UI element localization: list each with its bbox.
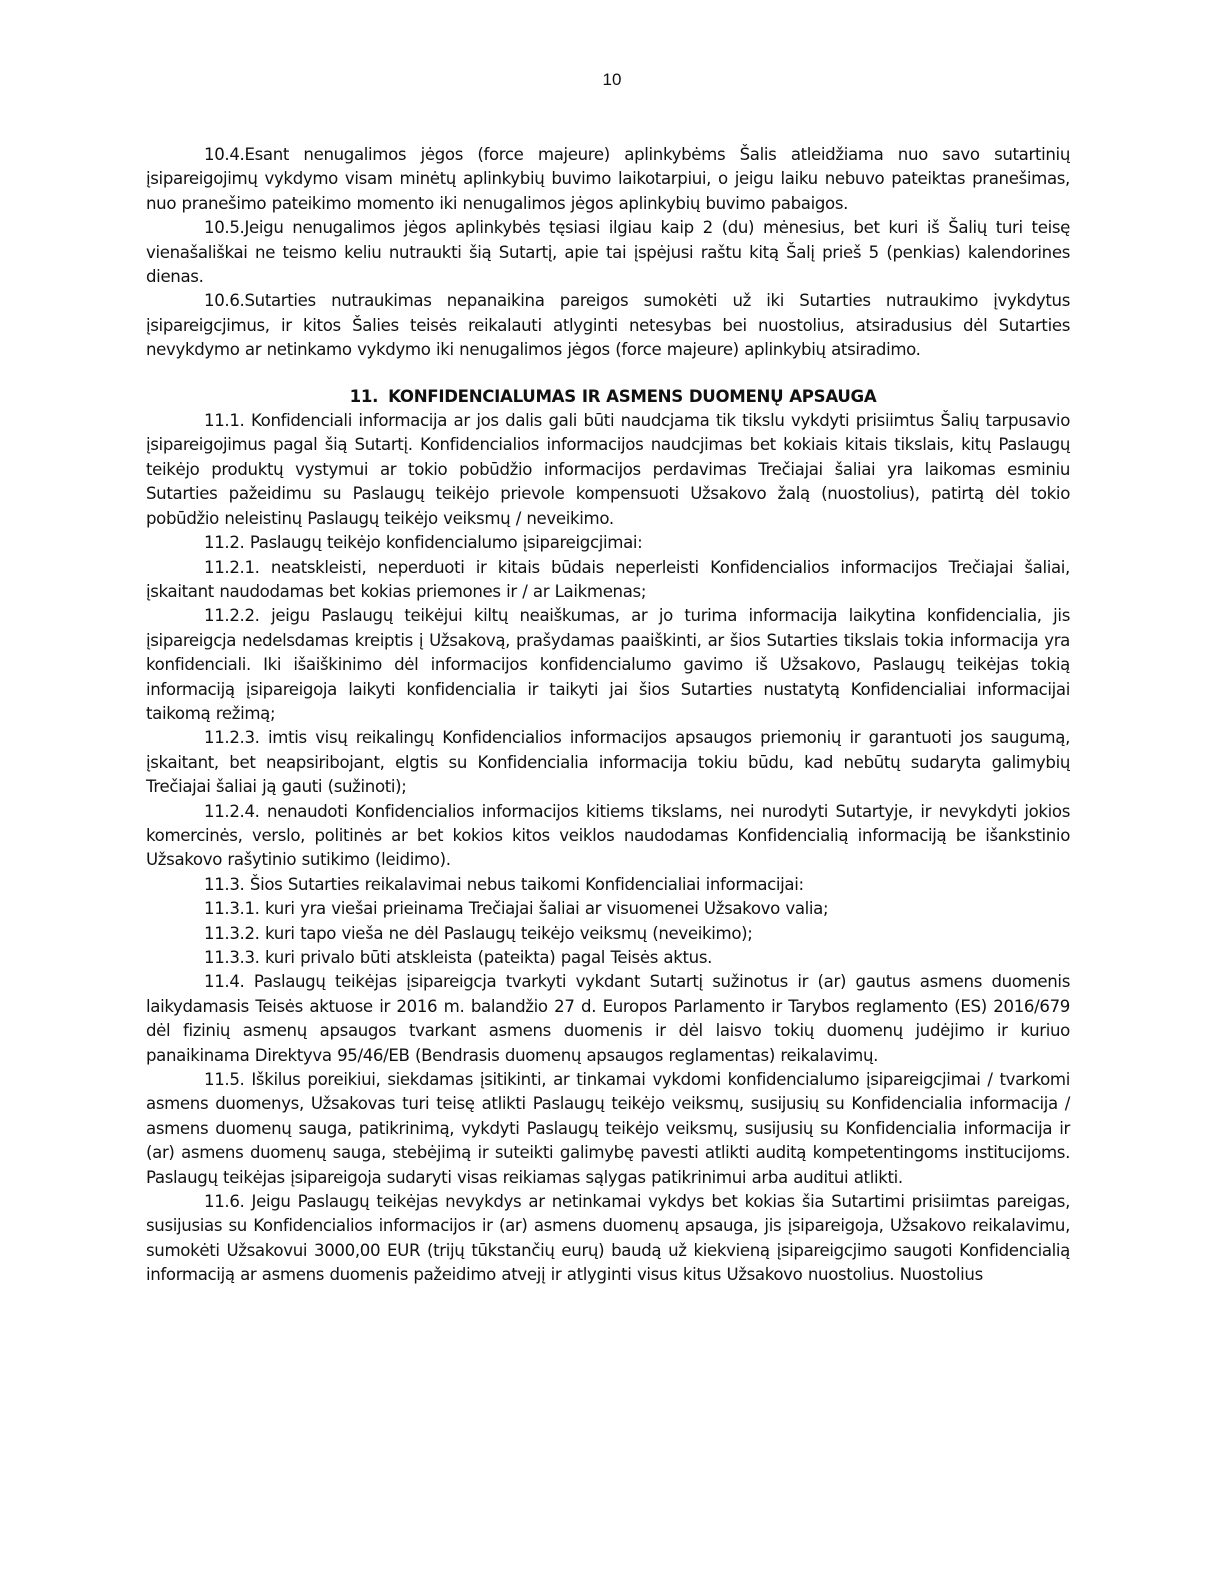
document-body	[146, 143, 1070, 1288]
clause-11-2-2: 11.2.2. jeigu Paslaugų teikėjui kiltų neaiškumas, ar jo turima informacija laikytina konfidencialia, jis įsipareigcja nedelsdamas kreiptis į Užsakovą, prašydamas paaiškinti, ar šios Sutarties tikslais tokia informacija yra konfidenciali. Iki išaiškinimo dėl informacijos konfidencialumo gavimo iš Užsakovo, Paslaugų teikėjas tokią informaciją įsipareigoja laikyti konfidencialia ir taikyti jai šios Sutarties nustatytą Konfidencialiai informacijai taikomą režimą;	[146, 606, 1070, 723]
clause-10-5: 10.5.Jeigu nenugalimos jėgos aplinkybės tęsiasi ilgiau kaip 2 (du) mėnesius, bet kuri iš Šalių turi teisę vienašališkai ne teismo keliu nutraukti šią Sutartį, apie tai įspėjusi raštu kitą Šalį prieš 5 (penkias) kalendorines dienas.	[146, 218, 1070, 287]
section-11-title: KONFIDENCIALUMAS IR ASMENS DUOMENŲ APSAUGA	[388, 386, 877, 406]
clause-11-2: 11.2. Paslaugų teikėjo konfidencialumo įsipareigcjimai:	[204, 533, 643, 553]
clause-10-6: 10.6.Sutarties nutraukimas nepanaikina pareigos sumokėti už iki Sutarties nutraukimo įvykdytus įsipareigcjimus, ir kitos Šalies teisės reikalauti atlyginti netesybas bei nuostolius, atsiradusius dėl Sutarties nevykdymo ar netinkamo vykdymo iki nenugalimos jėgos (force majeure) aplinkybių atsiradimo.	[146, 291, 1070, 360]
clause-10-4: 10.4.Esant nenugalimos jėgos (force majeure) aplinkybėms Šalis atleidžiama nuo savo sutartinių įsipareigojimų vykdymo visam minėtų aplinkybių buvimo laikotarpiui, o jeigu laiku nebuvo pateiktas pranešimas, nuo pranešimo pateikimo momento iki nenugalimos jėgos aplinkybių buvimo pabaigos.	[146, 145, 1070, 213]
clause-11-4: 11.4. Paslaugų teikėjas įsipareigcja tvarkyti vykdant Sutartį sužinotus ir (ar) gautus asmens duomenis laikydamasis Teisės aktuose ir 2016 m. balandžio 27 d. Europos Parlamento ir Tarybos reglamento (ES) 2016/679 dėl fizinių asmenų apsaugos tvarkant asmens duomenis ir dėl laisvo tokių duomenų judėjimo ir kuriuo panaikinama Direktyva 95/46/EB (Bendrasis duomenų apsaugos reglamentas) reikalavimų.	[146, 972, 1070, 1065]
clause-11-2-1: 11.2.1. neatskleisti, neperduoti ir kitais būdais neperleisti Konfidencialios informacijos Trečiajai šaliai, įskaitant naudodamas bet kokias priemones ir / ar Laikmenas;	[146, 557, 1070, 601]
clause-11-6: 11.6. Jeigu Paslaugų teikėjas nevykdys ar netinkamai vykdys bet kokias šia Sutartimi prisiimtas pareigas, susijusias su Konfidencialios informacijos ir (ar) asmens duomenų apsauga, jis įsipareigoja, Užsakovo reikalavimu, sumokėti Užsakovui 3000,00 EUR (trijų tūkstančių eurų) baudą už kiekvieną įsipareigcjimo saugoti Konfidencialią informaciją ar asmens duomenis pažeidimo atvejį ir atlyginti visus kitus Užsakovo nuostolius. Nuostolius	[146, 1192, 1070, 1285]
clause-11-3-2: 11.3.2. kuri tapo vieša ne dėl Paslaugų teikėjo veiksmų (neveikimo);	[204, 923, 753, 943]
clause-11-2-4: 11.2.4. nenaudoti Konfidencialios informacijos kitiems tikslams, nei nurodyti Sutartyje, ir nevykdyti jokios komercinės, verslo, politinės ar bet kokios kitos veiklos naudodamas Konfidencialią informaciją be išankstinio Užsakovo rašytinio sutikimo (leidimo).	[146, 801, 1070, 870]
section-11-heading	[146, 385, 1070, 409]
section-11-number: 11.	[349, 386, 379, 406]
page-number: 10	[602, 70, 622, 89]
clause-11-3-1: 11.3.1. kuri yra viešai prieinama Trečiajai šaliai ar visuomenei Užsakovo valia;	[204, 899, 829, 919]
clause-11-3-3: 11.3.3. kuri privalo būti atskleista (pateikta) pagal Teisės aktus.	[204, 948, 713, 967]
clause-11-5: 11.5. Iškilus poreikiui, siekdamas įsitikinti, ar tinkamai vykdomi konfidencialumo įsipareigcjimai / tvarkomi asmens duomenys, Užsakovas turi teisę atlikti Paslaugų teikėjo veiksmų, susijusių su Konfidencialia informacija / asmens duomenų sauga, patikrinimą, vykdyti Paslaugų teikėjo veiksmų, susijusių su Konfidencialia informacija ir (ar) asmens duomenų sauga, stebėjimą ir suteikti galimybę pavesti atlikti auditą kompetentingoms institucijoms. Paslaugų teikėjas įsipareigoja sudaryti visas reikiamas sąlygas patikrinimui arba auditui atlikti.	[146, 1070, 1070, 1187]
clause-11-1: 11.1. Konfidenciali informacija ar jos dalis gali būti naudcjama tik tikslu vykdyti prisiimtus Šalių tarpusavio įsipareigojimus pagal šią Sutartį. Konfidencialios informacijos naudcjimas bet kokiais kitais tikslais, kitų Paslaugų teikėjo produktų vystymui ar tokio pobūdžio informacijos perdavimas Trečiajai šaliai yra laikomas esminiu Sutarties pažeidimu su Paslaugų teikėjo prievole kompensuoti Užsakovo žalą (nuostolius), patirtą dėl tokio pobūdžio neleistinų Paslaugų teikėjo veiksmų / neveikimo.	[146, 411, 1070, 528]
clause-11-3: 11.3. Šios Sutarties reikalavimai nebus taikomi Konfidencialiai informacijai:	[204, 874, 804, 894]
clause-11-2-3: 11.2.3. imtis visų reikalingų Konfidencialios informacijos apsaugos priemonių ir garantuoti jos saugumą, įskaitant, bet neapsiribojant, elgtis su Konfidencialia informacija tokiu būdu, kad nebūtų sudaryta galimybių Trečiajai šaliai ją gauti (sužinoti);	[146, 728, 1070, 797]
